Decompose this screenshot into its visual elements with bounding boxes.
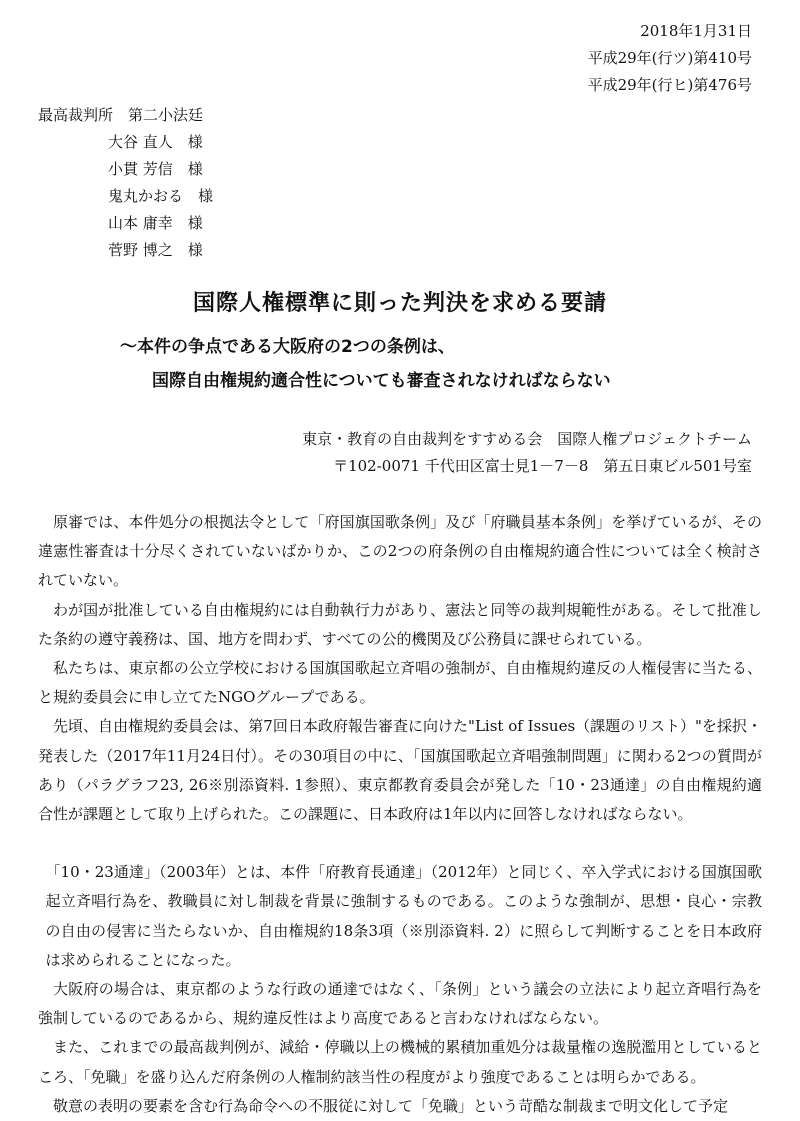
judge-name: 山本 庸幸 様 bbox=[108, 214, 203, 232]
addressee-block bbox=[38, 102, 213, 264]
judge-name: 大谷 直人 様 bbox=[108, 133, 203, 151]
case-number-1: 平成29年(行ツ)第410号 bbox=[587, 49, 752, 67]
document-header bbox=[588, 18, 752, 99]
sender-address: 〒102-0071 千代田区富士見1－7－8 第五日東ビル501号室 bbox=[333, 457, 752, 475]
body-paragraph: 原審では、本件処分の根拠法令として「府国旗国歌条例」及び「府職員基本条例」を挙げているが、その違憲性審査は十分尽くされていないばかりか、この2つの府条例の自由権規約適合性については全く検討されていない。 bbox=[38, 513, 762, 590]
judge-name: 鬼丸かおる 様 bbox=[108, 187, 214, 205]
document-body bbox=[38, 508, 762, 1121]
document-date: 2018年1月31日 bbox=[640, 22, 752, 40]
body-paragraph: 先頃、自由権規約委員会は、第7回日本政府報告審査に向けた"List of Issues（課題のリスト）"を採択・発表した（2017年11月24日付）。その30項目の中に、「国旗国歌起立斉唱強制問題」に関わる2つの質問があり（パラグラフ23, 26※別添資料. 1参照）、東京都教育委員会が発した「10・23通達」の自由権規約適合性が課題として取り上げられた。この課題に、日本政府は1年以内に回答しなければならない。 bbox=[38, 717, 762, 824]
subtitle-line-1: ～本件の争点である大阪府の2つの条例は、 bbox=[120, 337, 455, 357]
judge-name: 小貫 芳信 様 bbox=[108, 160, 203, 178]
court-name: 最高裁判所 第二小法廷 bbox=[38, 106, 204, 124]
subtitle-line-2: 国際自由権規約適合性についても審査されなければならない bbox=[152, 371, 611, 391]
sender-block bbox=[302, 426, 752, 480]
body-paragraph: また、これまでの最高裁判例が、減給・停職以上の機械的累積加重処分は裁量権の逸脱濫用としているところ、「免職」を盛り込んだ府条例の人権制約該当性の程度がより強度であることは明らかである。 bbox=[38, 1038, 762, 1086]
body-paragraph: 敬意の表明の要素を含む行為命令への不服従に対して「免職」という苛酷な制裁まで明文化して予定 bbox=[53, 1096, 729, 1115]
document-title: 国際人権標準に則った判決を求める要請 bbox=[192, 291, 607, 316]
judge-name: 菅野 博之 様 bbox=[108, 241, 203, 259]
case-number-2: 平成29年(行ヒ)第476号 bbox=[587, 76, 752, 94]
body-paragraph: 大阪府の場合は、東京都のような行政の通達ではなく、「条例」という議会の立法により起立斉唱行為を強制しているのであるから、規約違反性はより高度であると言わなければならない。 bbox=[38, 980, 762, 1028]
body-paragraph: わが国が批准している自由権規約には自動執行力があり、憲法と同等の裁判規範性がある。そして批准した条約の遵守義務は、国、地方を問わず、すべての公的機関及び公務員に課せられている。 bbox=[38, 600, 762, 648]
body-paragraph: 「10・23通達」（2003年）とは、本件「府教育長通達」（2012年）と同じく、卒入学式における国旗国歌起立斉唱行為を、教職員に対し制裁を背景に強制するものである。このような強制が、思想・良心・宗教の自由の侵害に当たらないか、自由権規約18条3項（※別添資料. 2）に照らして判断することを日本政府は求められることになった。 bbox=[45, 863, 762, 969]
sender-organization: 東京・教育の自由裁判をすすめる会 国際人権プロジェクトチーム bbox=[302, 430, 752, 448]
body-paragraph: 私たちは、東京都の公立学校における国旗国歌起立斉唱の強制が、自由権規約違反の人権侵害に当たる、と規約委員会に申し立てたNGOグループである。 bbox=[38, 659, 762, 707]
